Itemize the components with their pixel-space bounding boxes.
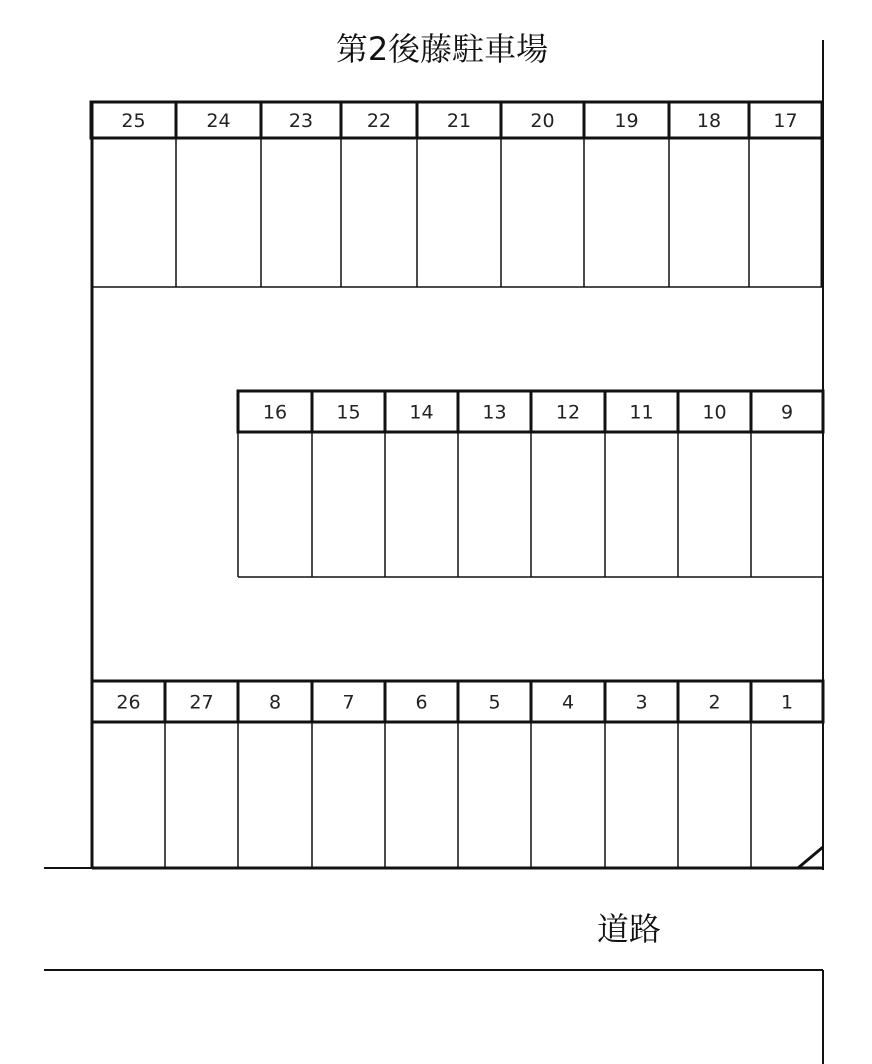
stall-number: 2 <box>708 691 721 714</box>
stall-number: 17 <box>773 110 798 132</box>
stall-number: 6 <box>415 691 428 714</box>
stall-number: 3 <box>635 691 648 714</box>
stall-number: 13 <box>482 401 507 424</box>
stall-number: 1 <box>780 691 794 714</box>
stall-number: 7 <box>342 691 355 714</box>
stall-number: 11 <box>629 401 654 424</box>
stall-number: 26 <box>116 691 141 714</box>
stall-number: 4 <box>561 691 575 714</box>
stall-number: 20 <box>530 110 555 132</box>
lot-boundary <box>44 40 823 1064</box>
stall-number: 10 <box>702 401 727 424</box>
stall-number: 16 <box>262 401 288 424</box>
stall-number: 24 <box>206 110 231 132</box>
stall-number: 27 <box>189 691 214 714</box>
parking-row-top <box>91 102 822 287</box>
stall-number: 15 <box>336 401 361 424</box>
stall-number: 19 <box>614 110 639 132</box>
stall-number: 9 <box>780 401 794 424</box>
parking-row-bottom <box>92 681 823 868</box>
stall-number: 12 <box>555 401 581 424</box>
lot-title: 第2後藤駐車場 <box>335 30 549 68</box>
parking-row-middle <box>238 391 823 577</box>
stall-number: 18 <box>696 110 722 132</box>
stall-number: 22 <box>366 110 392 132</box>
stall-number: 21 <box>446 110 472 132</box>
stall-number: 14 <box>409 401 434 424</box>
stall-number: 8 <box>268 691 282 714</box>
stall-number: 5 <box>488 691 501 714</box>
stall-number: 25 <box>121 110 146 132</box>
stall-number: 23 <box>288 110 314 132</box>
road-label: 道路 <box>596 910 662 948</box>
corner-chamfer-line <box>798 847 823 868</box>
